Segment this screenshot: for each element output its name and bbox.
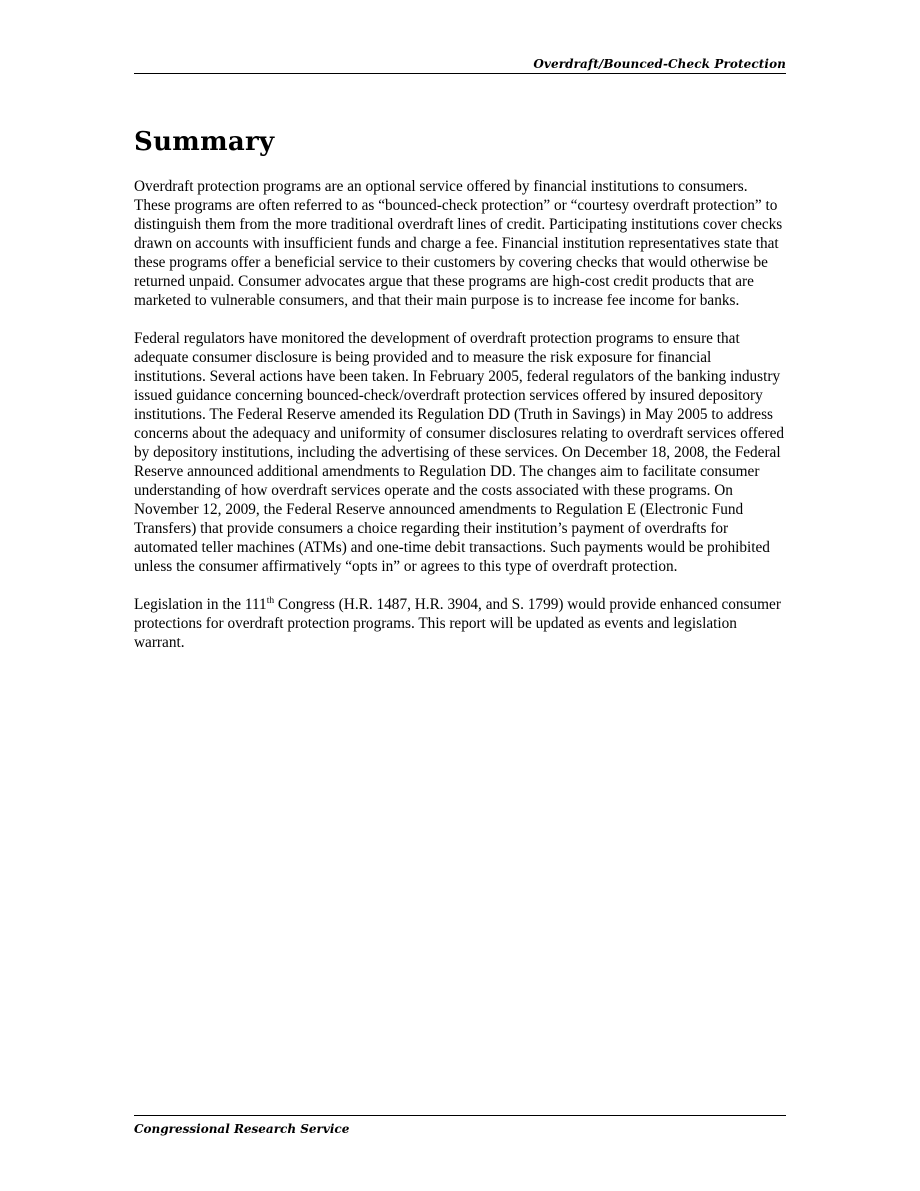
ordinal-superscript: th [266, 595, 275, 606]
legislation-text-end: Congress (H.R. 1487, H.R. 3904, and S. 1799) would provide enhanced consumer protections for overdraft protection programs. This report will be updated as events and legislation warrant. [134, 596, 781, 651]
footer-divider [134, 1115, 786, 1116]
section-title: Summary [134, 127, 275, 157]
legislation-text-start: Legislation in the 111 [134, 596, 267, 613]
running-footer-publisher: Congressional Research Service [134, 1122, 350, 1136]
running-header-title: Overdraft/Bounced-Check Protection [533, 57, 786, 71]
summary-body [134, 177, 786, 671]
paragraph-regulators: Federal regulators have monitored the development of overdraft protection programs to ensure that adequate consumer disclosure is being provided and to measure the risk exposure for financial institutions. Several actions have been taken. In February 2005, federal regulators of the banking industry issued guidance concerning bounced-check/overdraft protection services offered by insured depository institutions. The Federal Reserve amended its Regulation DD (Truth in Savings) in May 2005 to address concerns about the adequacy and uniformity of consumer disclosures relating to overdraft services offered by depository institutions, including the advertising of these services. On December 18, 2008, the Federal Reserve announced additional amendments to Regulation DD. The changes aim to facilitate consumer understanding of how overdraft services operate and the costs associated with these programs. On November 12, 2009, the Federal Reserve announced amendments to Regulation E (Electronic Fund Transfers) that provide consumers a choice regarding their institution’s payment of overdrafts for automated teller machines (ATMs) and one-time debit transactions. Such payments would be prohibited unless the consumer affirmatively “opts in” or agrees to this type of overdraft protection. [134, 330, 785, 575]
header-divider [134, 73, 786, 74]
paragraph-overview: Overdraft protection programs are an optional service offered by financial institutions to consumers. These programs are often referred to as “bounced-check protection” or “courtesy overdraft protection” to distinguish them from the more traditional overdraft lines of credit. Participating institutions cover checks drawn on accounts with insufficient funds and charge a fee. Financial institution representatives state that these programs offer a beneficial service to their customers by covering checks that would otherwise be returned unpaid. Consumer advocates argue that these programs are high-cost credit products that are marketed to vulnerable consumers, and that their main purpose is to increase fee income for banks. [134, 178, 783, 309]
paragraph-legislation [134, 595, 786, 652]
